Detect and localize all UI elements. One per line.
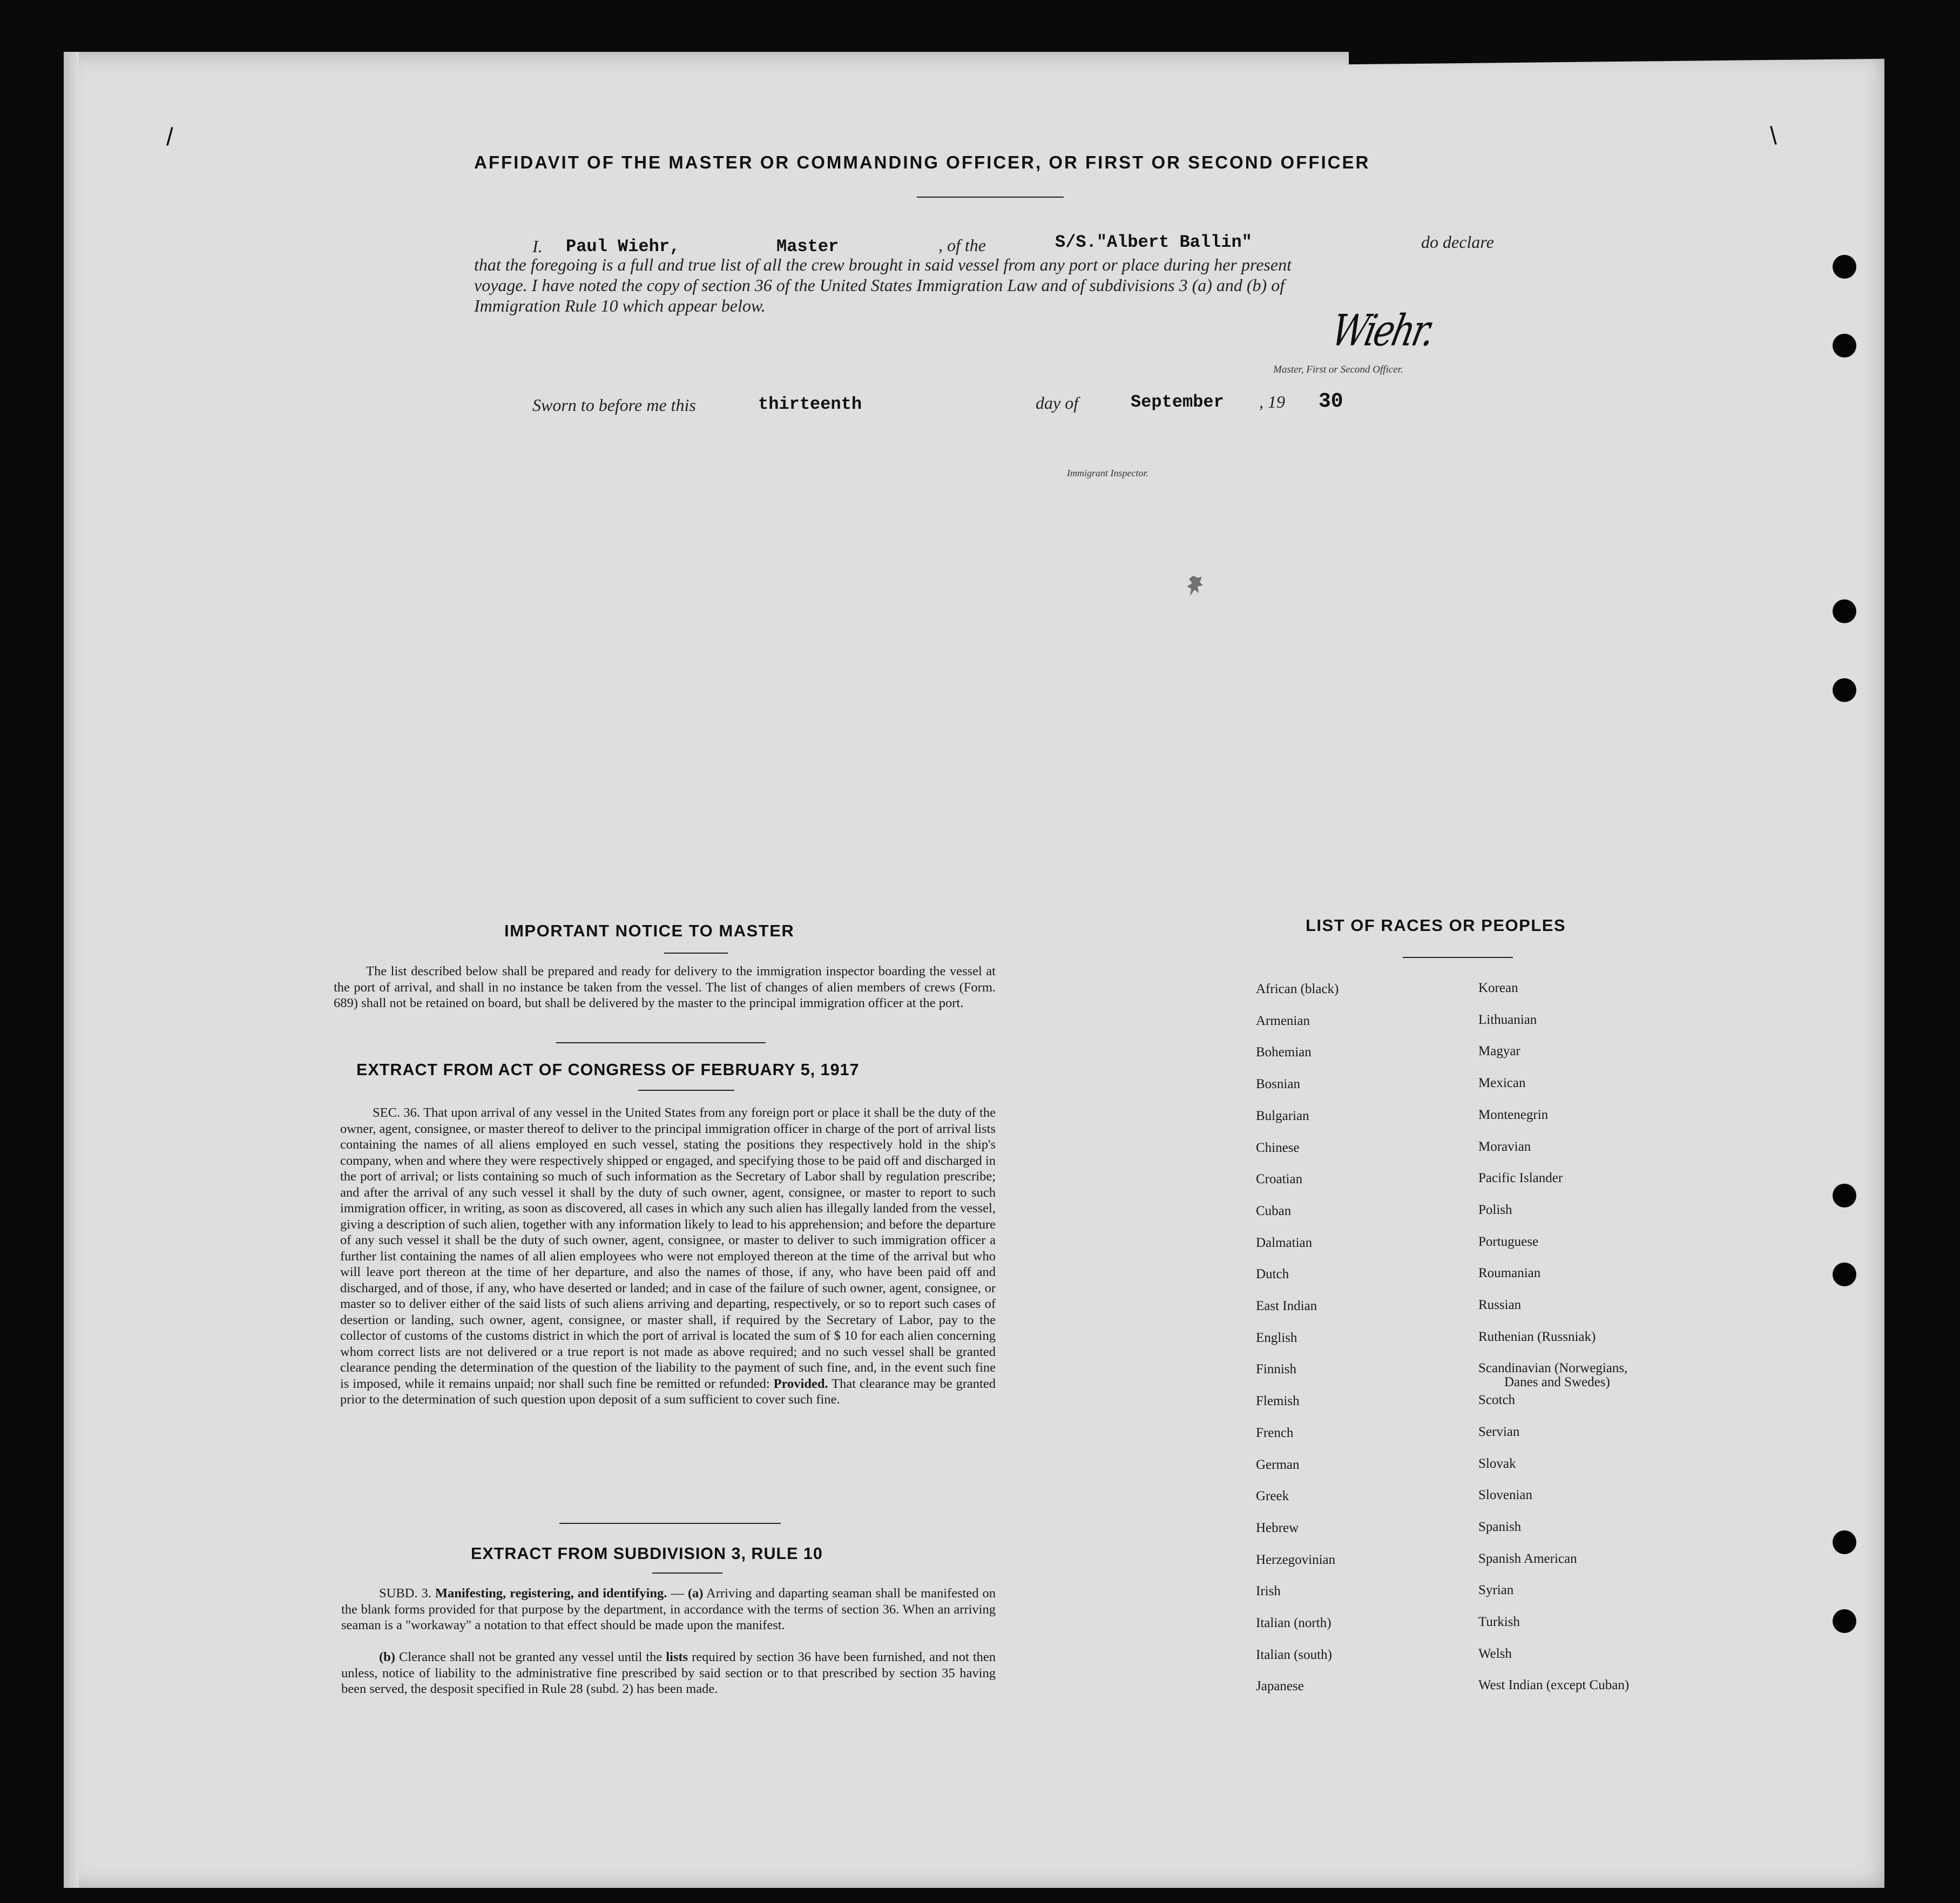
- race-item: Syrian: [1478, 1583, 1514, 1598]
- affidavit-i-label: I.: [532, 237, 543, 256]
- sworn-label: Sworn to before me this: [532, 395, 696, 415]
- rule10-heading: Manifesting, registering, and identifying.: [435, 1586, 667, 1601]
- race-item: Finnish: [1256, 1362, 1297, 1377]
- race-item: Japanese: [1256, 1679, 1304, 1694]
- race-item: Scandinavian (Norwegians,: [1478, 1361, 1628, 1376]
- race-item: Flemish: [1256, 1394, 1300, 1409]
- act-body: SEC. 36. That upon arrival of any vessel in the United States from any foreign port or place it shall be the duty of the owner, agent, consignee, or master thereof to deliver to the principal immigration officer in charge of the port of arrival lists containing the names of all aliens employed en such vessel, stating the positions they respectively hold in the ship's company, when and where they were respectively shipped or engaged, and specifying those to be paid off and discharged in the port of arrival; or lists containing so much of such information as the Secretary of Labor shall by regulation prescribe; and after the arrival of any such vessel it shall by the duty of such owner, agent, consignee, or master to report to such immigration officer, in writing, as soon as discovered, all cases in which any such alien has illegally landed from the vessel, giving a description of such alien, together with any information likely to lead to his apprehension; and before the departure of any such vessel it shall be the duty of such owner, agent, consignee, or master to deliver to such immigration officer a further list containing the names of all alien employees who were not employed thereon at the time of the arrival but who will leave port thereon at the time of her departure, and also the names of those, if any, who have been paid off and discharged, and of those, if any, who have deserted or landed; and in case of the failure of such owner, agent, consignee, or master so to deliver either of the said lists of such aliens arriving and departing, respectively, or so to report such cases of desertion or landing, such owner, agent, consignee, or master shall, if required by the Secretary of Labor, pay to the collector of customs of the customs district in which the port of arrival is located the sum of $ 10 for each alien concerning whom correct lists are not delivered or a true report is not made as above required; and no such vessel shall be granted clearance pending the determination of the question of the liability to the payment of such fine, and, in the event such fine is imposed, while it remains unpaid; nor shall such fine be remitted or refunded:: [340, 1105, 996, 1391]
- race-item: Croatian: [1256, 1172, 1303, 1187]
- affidavit-title: AFFIDAVIT OF THE MASTER OR COMMANDING OFFICER, OR FIRST OR SECOND OFFICER: [474, 152, 1370, 172]
- act-body-end: That clearance may be granted prior to the determination of such question upon deposit of a sum sufficient to cover such fine.: [340, 1376, 996, 1407]
- rule10-title: EXTRACT FROM SUBDIVISION 3, RULE 10: [471, 1544, 823, 1563]
- master-signature: Wiehr.: [1327, 306, 1437, 356]
- race-item: Bosnian: [1256, 1077, 1300, 1092]
- divider: [556, 1042, 766, 1043]
- corner-mark-left: /: [166, 123, 173, 151]
- race-item: Moravian: [1478, 1139, 1531, 1154]
- day-of-label: day of: [1036, 393, 1079, 413]
- signature-caption: Master, First or Second Officer.: [1273, 364, 1403, 375]
- race-item: Chinese: [1256, 1140, 1300, 1155]
- race-item: German: [1256, 1457, 1300, 1472]
- race-item: Ruthenian (Russniak): [1478, 1329, 1596, 1344]
- master-rank: Master: [776, 237, 839, 257]
- rule10-b-text: Clerance shall not be granted any vessel until the: [398, 1650, 663, 1664]
- master-name: Paul Wiehr,: [566, 237, 680, 257]
- race-item: East Indian: [1256, 1299, 1317, 1313]
- punch-hole: [1833, 1184, 1856, 1207]
- divider: [559, 1523, 781, 1524]
- race-item: Italian (south): [1256, 1647, 1332, 1662]
- race-item: Roumanian: [1478, 1266, 1541, 1281]
- punch-hole: [1833, 1530, 1856, 1554]
- race-item: Dalmatian: [1256, 1235, 1313, 1250]
- document-page: [64, 52, 1884, 1888]
- punch-hole: [1833, 1263, 1856, 1286]
- race-item: Dutch: [1256, 1267, 1289, 1282]
- sworn-year: 30: [1319, 390, 1343, 413]
- rule10-b-lists: lists: [666, 1650, 688, 1664]
- race-item: Magyar: [1478, 1044, 1520, 1059]
- do-declare-label: do declare: [1421, 232, 1494, 252]
- divider: [917, 197, 1064, 198]
- race-item: Servian: [1478, 1424, 1520, 1439]
- race-item: Hebrew: [1256, 1520, 1299, 1535]
- race-item: Spanish American: [1478, 1551, 1577, 1566]
- rule10-subd-a: [341, 1585, 996, 1634]
- race-item: Slovenian: [1478, 1488, 1532, 1503]
- rule10-b-text-end: required by section 36 have been furnished, and not then unless, notice of liability to the administrative fine prescribed by said section or to that prescribed by section 35 having been served, the desposit specified in Rule 28 (subd. 2) has been made.: [341, 1650, 996, 1696]
- ink-blot: [1186, 575, 1204, 598]
- race-item: French: [1256, 1425, 1294, 1440]
- notice-title: IMPORTANT NOTICE TO MASTER: [504, 921, 795, 940]
- races-title: LIST OF RACES OR PEOPLES: [1306, 916, 1566, 935]
- punch-hole: [1833, 599, 1856, 623]
- race-item: Mexican: [1478, 1076, 1526, 1091]
- rule10-subd-b: [341, 1649, 996, 1697]
- vessel-name: S/S."Albert Ballin": [1055, 232, 1252, 252]
- race-item: Montenegrin: [1478, 1107, 1549, 1122]
- divider: [652, 1573, 722, 1574]
- year-prefix: , 19: [1259, 392, 1285, 411]
- race-item: Korean: [1478, 981, 1518, 995]
- rule10-dash: —: [667, 1586, 688, 1601]
- page-edge-shadow: [64, 52, 79, 1888]
- rule10-subd-label: SUBD. 3.: [379, 1586, 431, 1601]
- affidavit-line-2: that the foregoing is a full and true list of all the crew brought in said vessel from any port or place during her present: [474, 255, 1292, 274]
- punch-hole: [1833, 678, 1856, 702]
- race-item: Bohemian: [1256, 1045, 1312, 1060]
- race-item: Slovak: [1478, 1456, 1516, 1471]
- rule10-b-label: (b): [379, 1650, 395, 1664]
- race-item: Polish: [1478, 1202, 1512, 1217]
- race-item: Scotch: [1478, 1393, 1516, 1408]
- sworn-day: thirteenth: [758, 394, 862, 414]
- race-item: Pacific Islander: [1478, 1171, 1563, 1186]
- of-the-label: , of the: [938, 235, 986, 255]
- divider: [1403, 957, 1513, 958]
- act-text: [340, 1105, 996, 1408]
- race-item: Bulgarian: [1256, 1108, 1309, 1123]
- race-item: African (black): [1256, 982, 1339, 996]
- race-item: Welsh: [1478, 1646, 1512, 1661]
- race-item: Spanish: [1478, 1519, 1522, 1534]
- act-title: EXTRACT FROM ACT OF CONGRESS OF FEBRUARY 5, 1917: [356, 1061, 860, 1079]
- race-item: Irish: [1256, 1584, 1281, 1599]
- inspector-caption: Immigrant Inspector.: [1067, 468, 1148, 478]
- race-item: Cuban: [1256, 1203, 1292, 1218]
- affidavit-line-3: voyage. I have noted the copy of section 36 of the United States Immigration Law and of subdivisions 3 (a) and (b) of: [474, 275, 1285, 295]
- race-item: Portuguese: [1478, 1234, 1539, 1249]
- notice-text: The list described below shall be prepared and ready for delivery to the immigration inspector boarding the vessel at the port of arrival, and shall in no instance be taken from the vessel. The list of changes of alien members of crews (Form. 689) shall not be retained on board, but shall be delivered by the master to the principal immigration officer at the port.: [334, 964, 996, 1010]
- affidavit-line-4: Immigration Rule 10 which appear below.: [474, 296, 766, 315]
- race-item: English: [1256, 1330, 1297, 1345]
- rule10-a-label: (a): [687, 1586, 704, 1601]
- divider: [638, 1090, 734, 1091]
- race-item: Lithuanian: [1478, 1012, 1537, 1027]
- act-provided: Provided.: [773, 1376, 828, 1391]
- race-item: West Indian (except Cuban): [1478, 1678, 1630, 1693]
- divider: [664, 953, 728, 954]
- torn-edge: [1349, 45, 1889, 64]
- race-item: Herzegovinian: [1256, 1552, 1336, 1567]
- punch-hole: [1833, 255, 1856, 279]
- corner-mark-right: \: [1770, 122, 1777, 150]
- race-item-continuation: Danes and Swedes): [1504, 1375, 1610, 1390]
- race-item: Turkish: [1478, 1615, 1520, 1629]
- race-item: Greek: [1256, 1489, 1289, 1504]
- punch-hole: [1833, 334, 1856, 357]
- race-item: Russian: [1478, 1298, 1522, 1312]
- race-item: Armenian: [1256, 1013, 1310, 1028]
- race-item: Italian (north): [1256, 1616, 1332, 1630]
- rule10-a-text: Arriving and daparting seaman shall be manifested on the blank forms provided for that purpose by the department, in accordance with the terms of section 36. When an arriving seaman is a "workaway" a notation to that effect should be made upon the manifest.: [341, 1586, 996, 1632]
- punch-hole: [1833, 1609, 1856, 1633]
- sworn-month: September: [1131, 392, 1224, 412]
